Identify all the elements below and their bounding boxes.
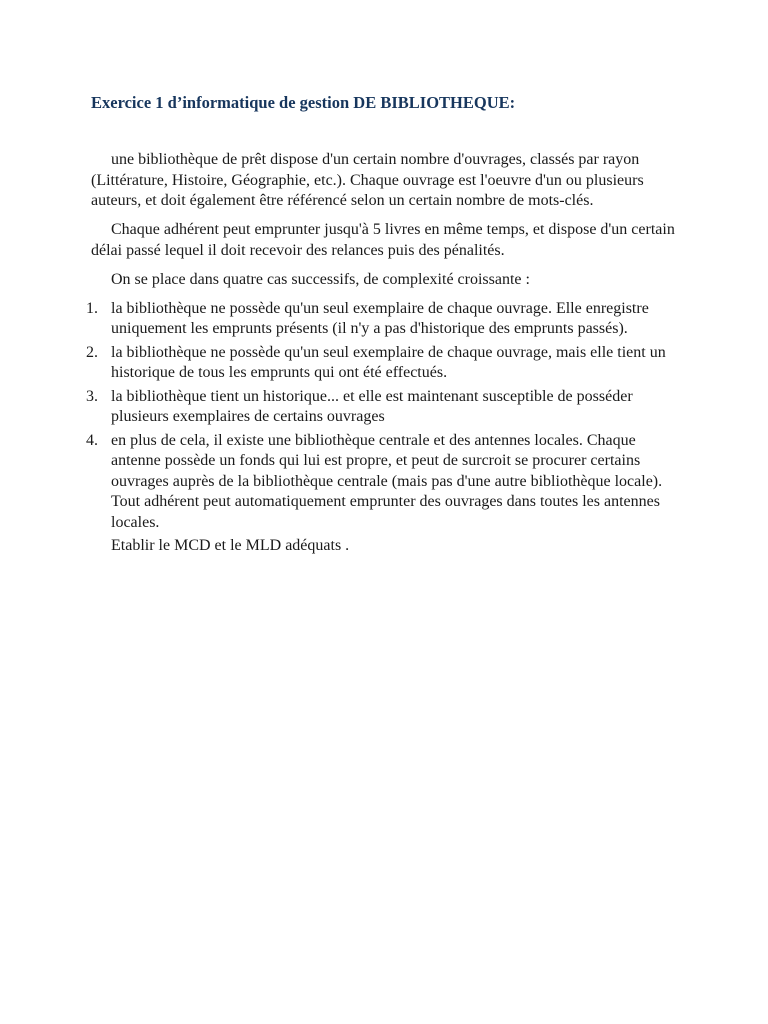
list-item (86, 387, 681, 428)
exercise-title: Exercice 1 d’informatique de gestion DE BIBLIOTHEQUE: (91, 93, 516, 112)
exercise-body (86, 150, 681, 557)
list-text: la bibliothèque tient un historique... et elle est maintenant susceptible de posséder plusieurs exemplaires de certains ouvrages (111, 387, 633, 425)
list-number: 4. (86, 431, 98, 449)
closing-instruction: Etablir le MCD et le MLD adéquats . (111, 537, 350, 554)
cases-list (86, 299, 681, 534)
list-number: 2. (86, 343, 98, 361)
borrowing-paragraph: Chaque adhérent peut emprunter jusqu'à 5 livres en même temps, et dispose d'un certain délai passé lequel il doit recevoir des relances puis des pénalités. (91, 221, 675, 259)
list-number: 1. (86, 299, 98, 317)
list-text: la bibliothèque ne possède qu'un seul exemplaire de chaque ouvrage, mais elle tient un historique de tous les emprunts qui ont été effectués. (111, 343, 666, 381)
list-text: la bibliothèque ne possède qu'un seul exemplaire de chaque ouvrage. Elle enregistre uniquement les emprunts présents (il n'y a pas d'historique des emprunts passés). (111, 299, 649, 337)
list-item (86, 343, 681, 384)
list-number: 3. (86, 387, 98, 405)
list-item (86, 431, 681, 534)
cases-paragraph: On se place dans quatre cas successifs, de complexité croissante : (111, 270, 530, 288)
intro-paragraph: une bibliothèque de prêt dispose d'un certain nombre d'ouvrages, classés par rayon (Littérature, Histoire, Géographie, etc.). Chaque ouvrage est l'oeuvre d'un ou plusieurs auteurs, et doit également être référencé selon un certain nombre de mots-clés. (91, 151, 644, 209)
list-item (86, 299, 681, 340)
list-text: en plus de cela, il existe une bibliothèque centrale et des antennes locales. Chaque antenne possède un fonds qui lui est propre, et peut de surcroit se procurer certains ouvrages auprès de la bibliothèque centrale (mais pas d'une autre bibliothèque locale). Tout adhérent peut automatiquement emprunter des ouvrages dans toutes les antennes locales. (111, 431, 663, 531)
